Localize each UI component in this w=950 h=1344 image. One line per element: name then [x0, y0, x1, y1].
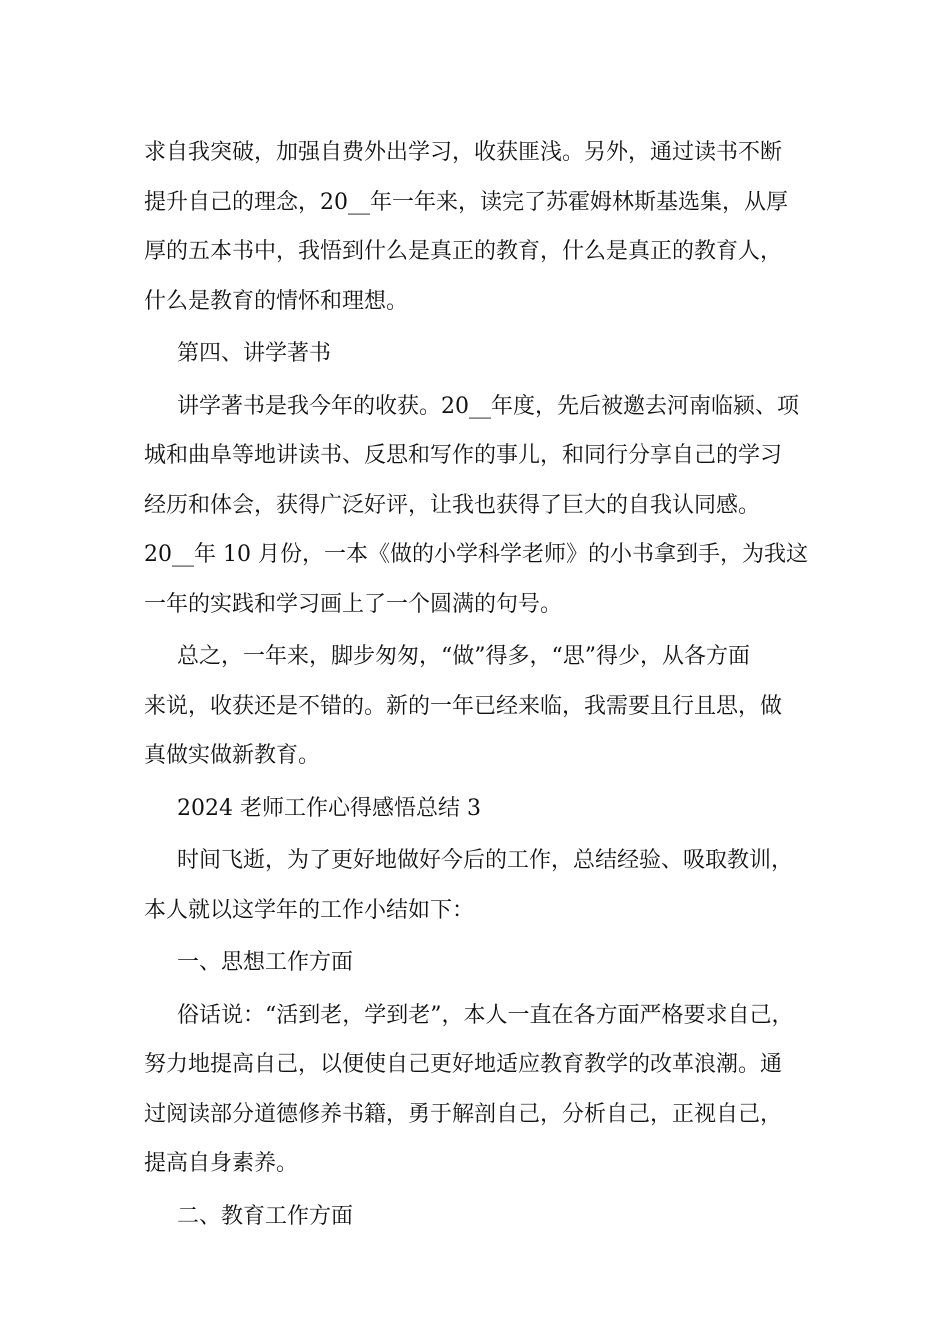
document-body: [144, 128, 824, 1241]
paragraph-line: 总之，一年来，脚步匆匆，“做”得多，“思”得少，从各方面: [177, 644, 750, 669]
section-heading: 一、思想工作方面: [177, 950, 354, 975]
paragraph-line: 厚的五本书中，我悟到什么是真正的教育，什么是真正的教育人，: [144, 239, 783, 264]
section-heading: 第四、讲学著书: [177, 341, 332, 366]
paragraph-line: 经历和体会，获得广泛好评，让我也获得了巨大的自我认同感。: [144, 492, 761, 518]
paragraph-line: 20__年 10 月份，一本《做的小学科学老师》的小书拿到手，为我这: [144, 542, 808, 567]
paragraph-line: 来说，收获还是不错的。新的一年已经来临，我需要且行且思，做: [144, 693, 783, 719]
paragraph-line: 什么是教育的情怀和理想。: [144, 288, 409, 314]
paragraph-line: 时间飞逝，为了更好地做好今后的工作，总结经验、吸取教训，: [177, 848, 794, 873]
paragraph-line: 提升自己的理念，20__年一年来，读完了苏霍姆林斯基选集，从厚: [144, 189, 788, 215]
paragraph-line: 本人就以这学年的工作小结如下：: [144, 897, 475, 923]
paragraph-line: 讲学著书是我今年的收获。20__年度，先后被邀去河南临颍、项: [177, 393, 799, 419]
paragraph-line: 真做实做新教育。: [144, 743, 321, 768]
paragraph-line: 一年的实践和学习画上了一个圆满的句号。: [144, 591, 563, 617]
document-title: 2024 老师工作心得感悟总结 3: [177, 795, 481, 821]
section-heading: 二、教育工作方面: [177, 1203, 354, 1229]
paragraph-line: 俗话说：“活到老，学到老”，本人一直在各方面严格要求自己，: [177, 1002, 794, 1028]
paragraph-line: 求自我突破，加强自费外出学习，收获匪浅。另外，通过读书不断: [144, 140, 783, 165]
paragraph-line: 城和曲阜等地讲读书、反思和写作的事儿，和同行分享自己的学习: [144, 443, 783, 468]
paragraph-line: 过阅读部分道德修养书籍，勇于解剖自己，分析自己，正视自己，: [144, 1101, 783, 1127]
paragraph-line: 提高自身素养。: [144, 1151, 299, 1176]
paragraph-line: 努力地提高自己，以便使自己更好地适应教育教学的改革浪潮。通: [144, 1052, 783, 1077]
